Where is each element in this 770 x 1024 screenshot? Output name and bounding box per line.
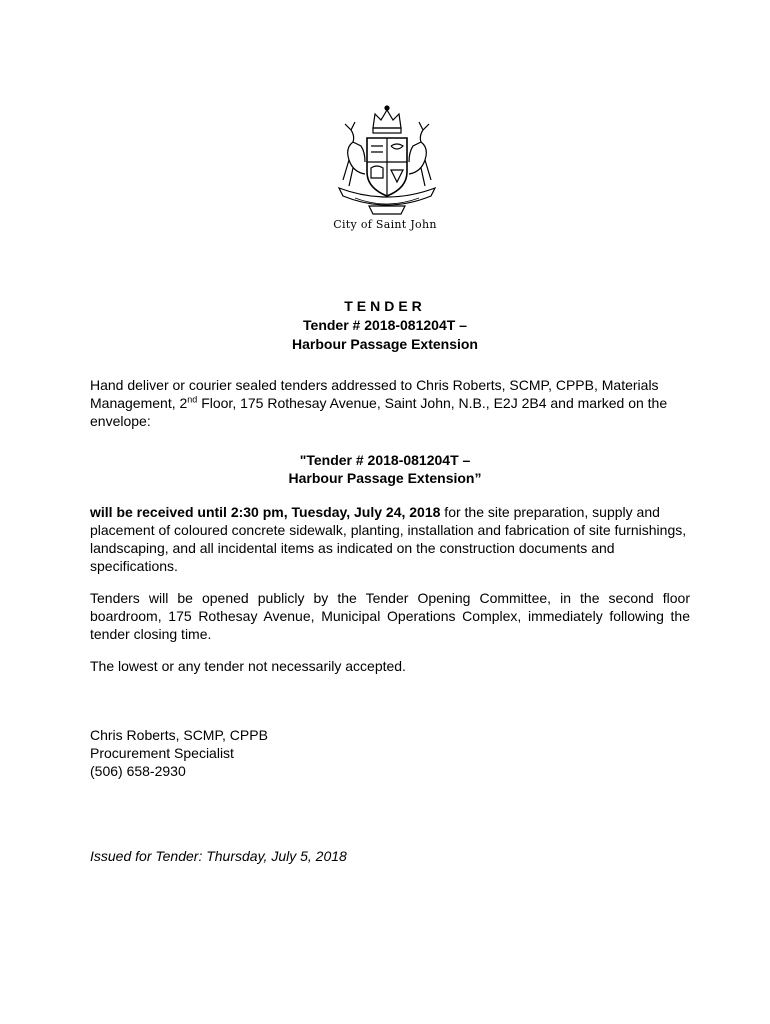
floor-superscript: nd <box>187 394 198 405</box>
deadline-paragraph <box>90 503 690 575</box>
city-coat-of-arms-icon <box>325 102 449 222</box>
envelope-marking <box>0 451 770 487</box>
delivery-text-before: Hand deliver or courier sealed tenders addressed to Chris Roberts, SCMP, CPPB, Materials Management, 2 <box>90 377 659 411</box>
deadline-rest: for the site preparation, supply and placement of coloured concrete sidewalk, planting, installation and fabrication of site furnishings, landscaping, and all incidental items as indicated on the construction documents and specifications. <box>90 504 687 574</box>
delivery-text-after: Floor, 175 Rothesay Avenue, Saint John, N.B., E2J 2B4 and marked on the envelope: <box>90 395 668 429</box>
issued-date: Issued for Tender: Thursday, July 5, 2018 <box>90 848 347 864</box>
project-name: Harbour Passage Extension <box>292 336 478 352</box>
envelope-line-2: Harbour Passage Extension” <box>288 470 482 486</box>
acceptance-paragraph: The lowest or any tender not necessarily accepted. <box>90 658 406 674</box>
tender-heading <box>0 297 770 354</box>
city-name: City of Saint John <box>333 218 437 231</box>
signature-phone: (506) 658-2930 <box>90 763 186 779</box>
signature-role: Procurement Specialist <box>90 745 234 761</box>
delivery-instructions <box>90 376 690 430</box>
opening-paragraph: Tenders will be opened publicly by the Tender Opening Committee, in the second floor boardroom, 175 Rothesay Avenue, Municipal Operations Complex, immediately following the tender closing time. <box>90 590 690 642</box>
envelope-line-1: "Tender # 2018-081204T – <box>299 452 471 468</box>
tender-number: Tender # 2018-081204T – <box>303 317 467 333</box>
tender-word: TENDER <box>344 298 426 314</box>
signature-name: Chris Roberts, SCMP, CPPB <box>90 727 268 743</box>
signature-block <box>90 726 268 780</box>
deadline-bold: will be received until 2:30 pm, Tuesday, July 24, 2018 <box>90 504 441 520</box>
